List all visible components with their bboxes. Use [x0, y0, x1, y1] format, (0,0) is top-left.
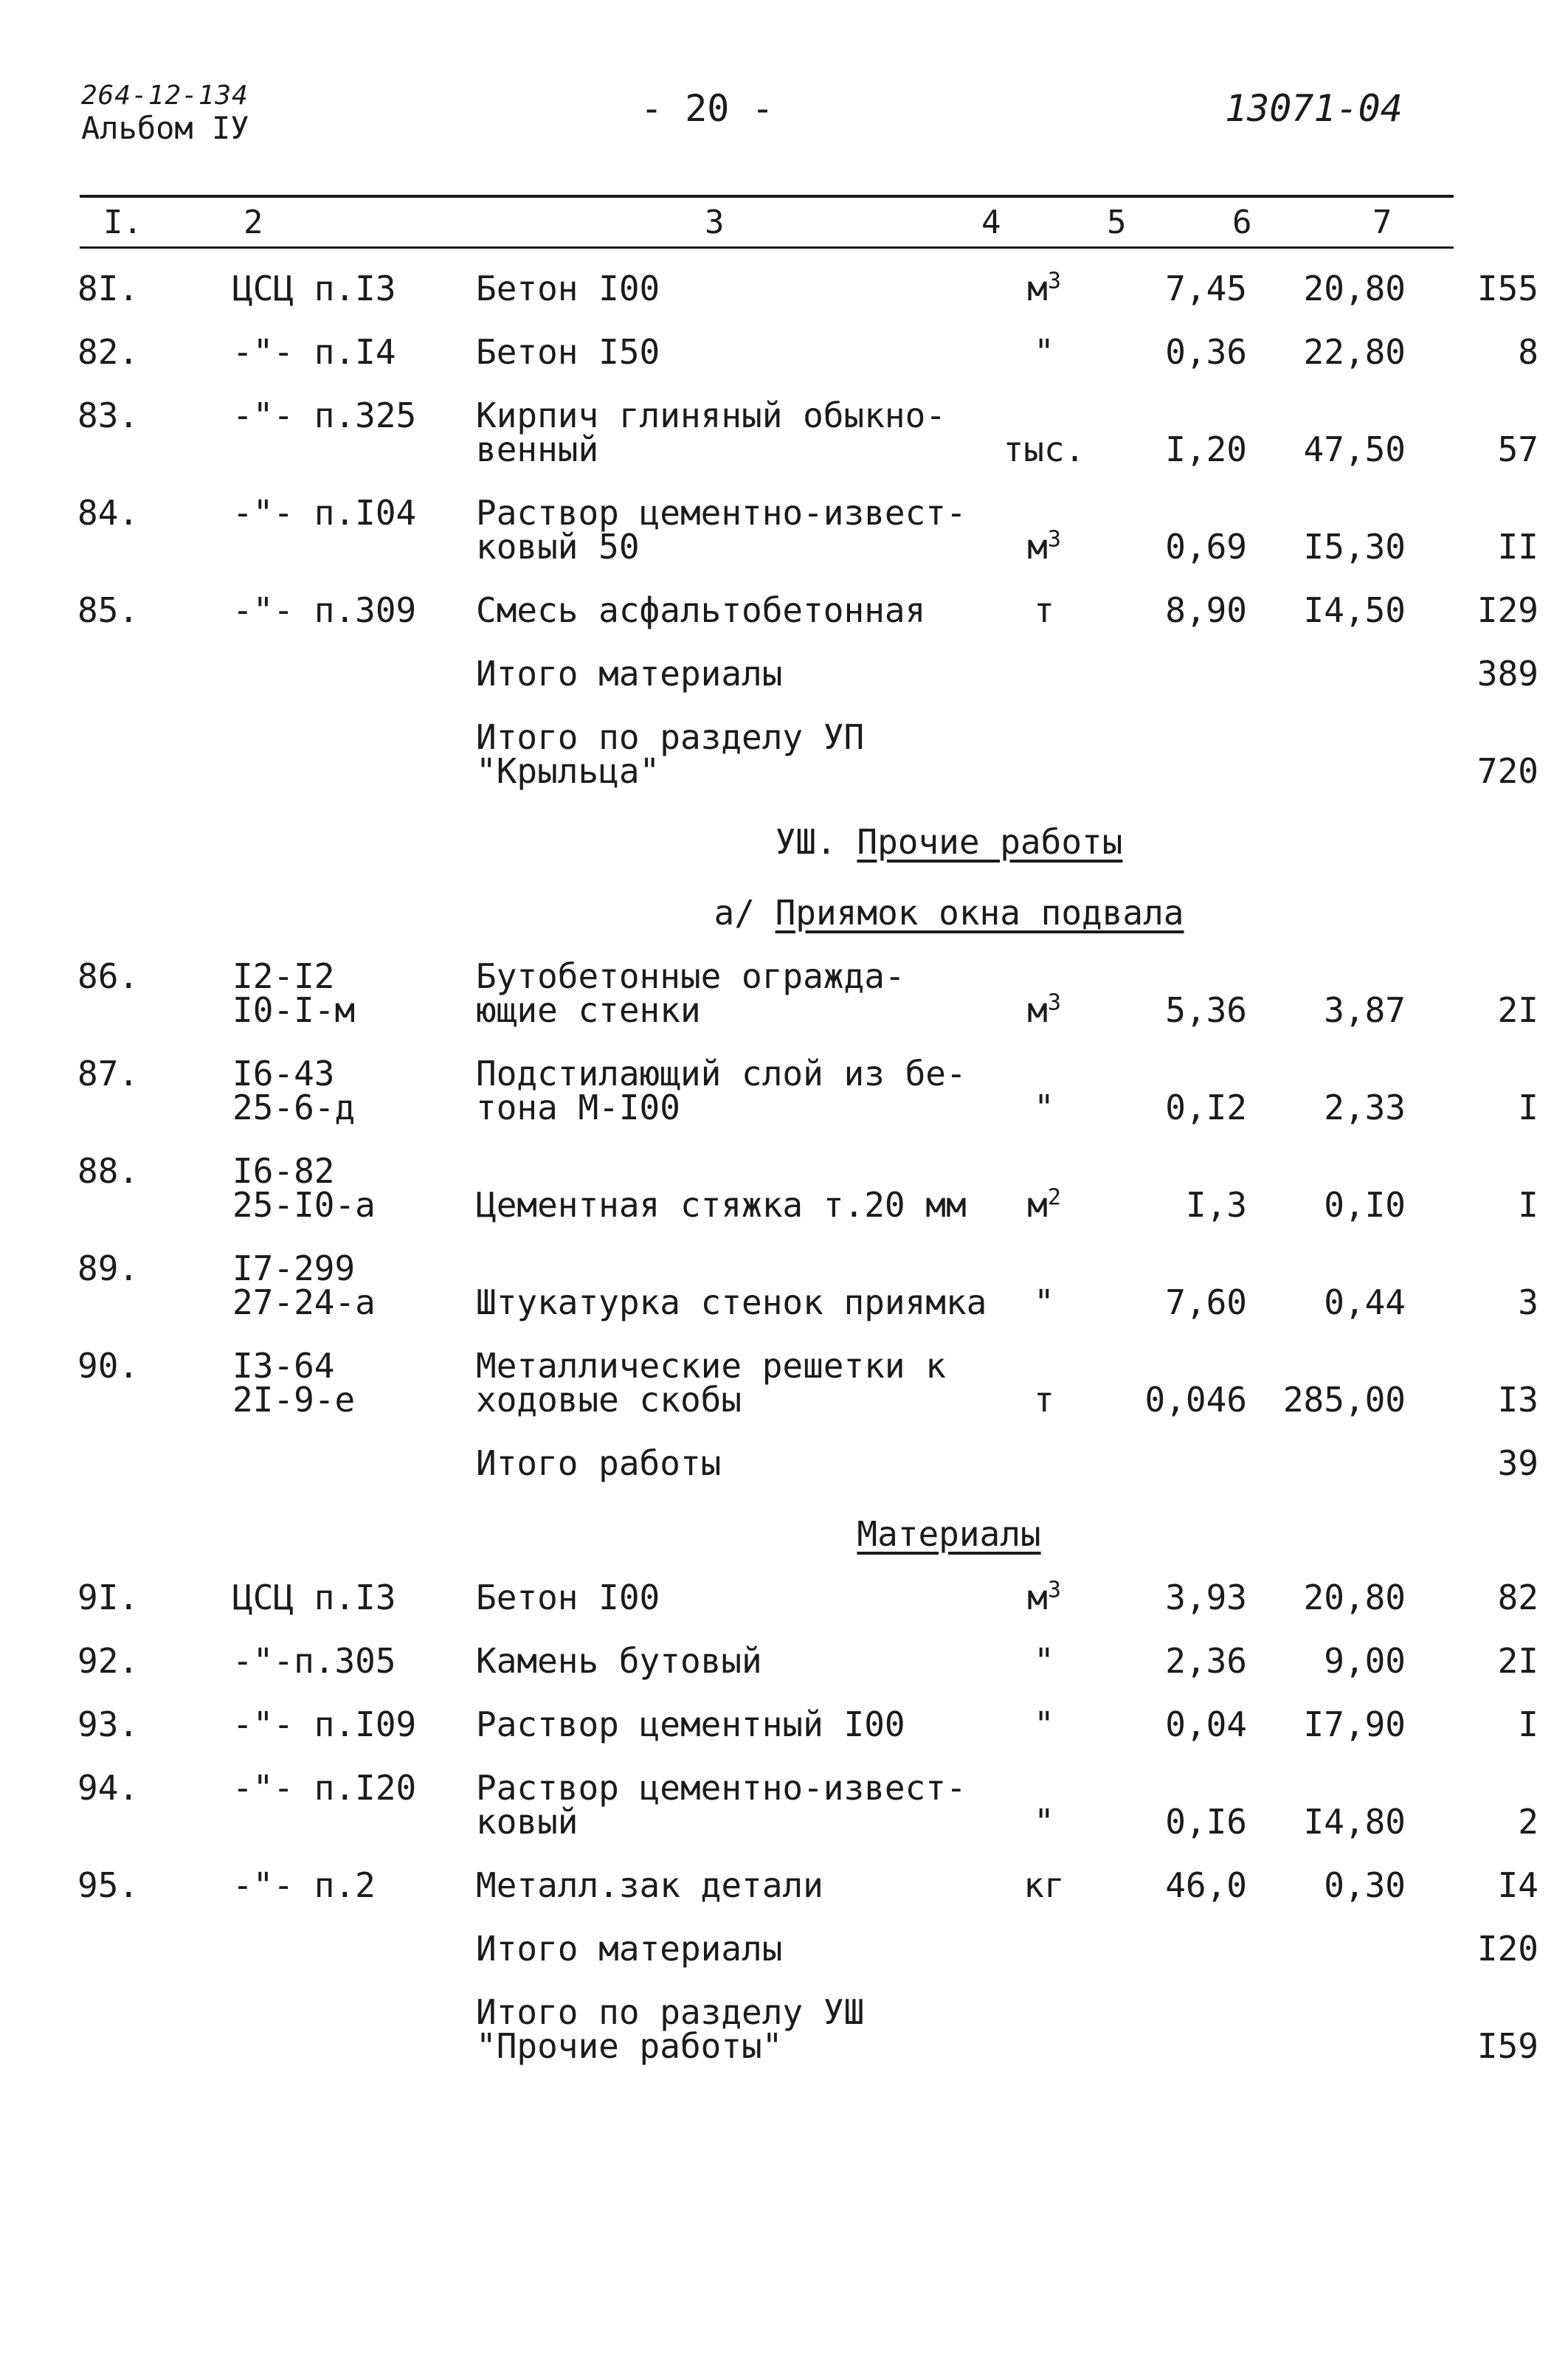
page-number: - 20 - — [640, 87, 774, 130]
price-reference: -"- п.325 — [232, 395, 417, 435]
unit-price: 0,44 — [1324, 1282, 1406, 1322]
price-reference: ЦСЦ п.I3 — [232, 1578, 396, 1617]
spacer — [0, 1980, 232, 2078]
section-title: Прочие работы — [857, 822, 1123, 862]
unit-price: 0,30 — [1324, 1865, 1406, 1905]
work-description: Цементная стяжка т.20 мм — [476, 1185, 967, 1225]
total-cost: 3 — [1518, 1282, 1538, 1322]
spacer — [1547, 1756, 1568, 1853]
total-row — [0, 1917, 1568, 1980]
price-reference: ЦСЦ п.I3 — [232, 269, 396, 308]
quantity: 3,93 — [1165, 1578, 1247, 1617]
table-row — [0, 944, 1568, 1042]
price-reference: -"- п.I4 — [232, 332, 396, 372]
total-cost: I — [1518, 1704, 1538, 1744]
section-title: Приямок окна подвала — [775, 893, 1184, 933]
unit-of-measure: " — [1034, 1088, 1054, 1127]
spacer — [1547, 642, 1568, 705]
total-label: Итого материалы — [476, 1929, 783, 1969]
unit-price: I5,30 — [1303, 527, 1406, 567]
table-row — [0, 257, 1568, 320]
quantity: 5,36 — [1165, 990, 1247, 1030]
row-number: 82. — [77, 332, 139, 372]
work-description: Бетон I00 — [476, 269, 660, 308]
column-number-3: 3 — [705, 204, 725, 241]
spacer — [1547, 1042, 1568, 1139]
unit-price: 20,80 — [1303, 1578, 1406, 1617]
doc-code: 264-12-134 — [81, 80, 249, 111]
section-heading — [0, 1495, 1568, 1566]
total-row — [0, 642, 1568, 705]
column-number-7: 7 — [1372, 204, 1392, 241]
column-numbers-row — [0, 204, 1568, 243]
total-value: I20 — [1477, 1929, 1538, 1969]
price-reference: -"-п.305 — [232, 1641, 396, 1681]
header-rule — [80, 246, 1454, 249]
quantity: 0,I6 — [1165, 1802, 1247, 1842]
album-label: Альбом IУ — [81, 110, 249, 146]
price-reference: I6-82 25-I0-а — [232, 1151, 376, 1225]
row-number: 93. — [77, 1704, 139, 1744]
unit-of-measure: " — [1034, 332, 1054, 372]
column-number-6: 6 — [1232, 204, 1252, 241]
column-number-5: 5 — [1107, 204, 1127, 241]
table-row — [0, 1237, 1568, 1334]
work-description: Подстилающий слой из бе- тона М-I00 — [476, 1054, 967, 1127]
row-number: 9I. — [77, 1578, 139, 1617]
row-number: 87. — [77, 1054, 139, 1093]
top-rule — [80, 195, 1454, 198]
quantity: I,20 — [1165, 429, 1247, 469]
section-heading — [0, 803, 1568, 874]
total-cost: II — [1497, 527, 1538, 567]
unit-price: 3,87 — [1324, 990, 1406, 1030]
unit-price: 20,80 — [1303, 269, 1406, 308]
spacer — [1547, 1139, 1568, 1237]
work-description: Смесь асфальтобетонная — [476, 590, 926, 630]
unit-of-measure: $м^3$ — [1027, 989, 1061, 1030]
spacer — [1547, 1334, 1568, 1431]
spacer — [1547, 1693, 1568, 1756]
column-number-2: 2 — [244, 204, 263, 241]
row-number: 85. — [77, 590, 139, 630]
unit-price: 2,33 — [1324, 1088, 1406, 1127]
total-cost: I — [1518, 1185, 1538, 1225]
spacer — [232, 705, 476, 803]
quantity: 7,45 — [1165, 269, 1247, 308]
unit-price: 22,80 — [1303, 332, 1406, 372]
unit-of-measure: $м^3$ — [1027, 526, 1061, 567]
row-number: 92. — [77, 1641, 139, 1681]
quantity: 0,69 — [1165, 527, 1247, 567]
spacer — [1547, 481, 1568, 578]
spacer — [1547, 257, 1568, 320]
unit-exponent: 3 — [1047, 989, 1061, 1016]
unit-exponent: 3 — [1047, 268, 1061, 294]
price-reference: I7-299 27-24-а — [232, 1248, 376, 1322]
work-description: Бутобетонные огражда- ющие стенки — [476, 956, 905, 1030]
table-row — [0, 1139, 1568, 1237]
total-cost: 82 — [1497, 1578, 1538, 1617]
table-row — [0, 320, 1568, 384]
total-cost: I4 — [1497, 1865, 1538, 1905]
work-description: Камень бутовый — [476, 1641, 762, 1681]
spacer — [1547, 1566, 1568, 1629]
quantity: 0,I2 — [1165, 1088, 1247, 1127]
table-row — [0, 1853, 1568, 1917]
quantity: 46,0 — [1165, 1865, 1247, 1905]
spacer — [1547, 320, 1568, 384]
price-reference: I3-64 2I-9-е — [232, 1346, 356, 1420]
unit-exponent: 2 — [1047, 1184, 1061, 1211]
section-prefix: а/ — [714, 893, 776, 933]
row-number: 90. — [77, 1346, 139, 1386]
section-prefix: УШ. — [775, 822, 857, 862]
table-row — [0, 1042, 1568, 1139]
spacer — [1547, 944, 1568, 1042]
spacer — [1547, 1980, 1568, 2078]
unit-of-measure: $м^2$ — [1027, 1184, 1061, 1225]
total-cost: 2I — [1497, 990, 1538, 1030]
spacer — [1547, 1431, 1568, 1495]
work-description: Металлические решетки к ходовые скобы — [476, 1346, 946, 1420]
spacer — [1547, 1917, 1568, 1980]
unit-price: I7,90 — [1303, 1704, 1406, 1744]
total-cost: I29 — [1477, 590, 1538, 630]
table-row — [0, 1566, 1568, 1629]
work-description: Раствор цементный I00 — [476, 1704, 905, 1744]
unit-exponent: 3 — [1047, 1577, 1061, 1603]
total-cost: I55 — [1477, 269, 1538, 308]
total-value: 39 — [1497, 1443, 1538, 1483]
work-description: Раствор цементно-извест- ковый 50 — [476, 493, 967, 567]
row-number: 83. — [77, 395, 139, 435]
price-reference: I2-I2 I0-I-м — [232, 956, 356, 1030]
spacer — [232, 1431, 476, 1495]
spacer — [232, 1917, 476, 1980]
unit-of-measure: т — [1034, 590, 1054, 630]
row-number: 94. — [77, 1768, 139, 1808]
unit-of-measure: " — [1034, 1641, 1054, 1681]
total-value: I59 — [1477, 2026, 1538, 2066]
total-cost: 8 — [1518, 332, 1538, 372]
spacer — [0, 1917, 232, 1980]
work-description: Металл.зак детали — [476, 1865, 823, 1905]
total-cost: I — [1518, 1088, 1538, 1127]
price-reference: -"- п.I04 — [232, 493, 417, 533]
unit-of-measure: " — [1034, 1802, 1054, 1842]
spacer — [0, 1431, 232, 1495]
work-description: Кирпич глиняный обыкно- венный — [476, 395, 946, 469]
quantity: 7,60 — [1165, 1282, 1247, 1322]
total-cost: I3 — [1497, 1380, 1538, 1420]
table-row — [0, 1629, 1568, 1693]
price-reference: -"- п.309 — [232, 590, 417, 630]
unit-of-measure: т — [1034, 1380, 1054, 1420]
section-heading-row — [0, 803, 1568, 874]
total-label: Итого работы — [476, 1443, 722, 1483]
spacer — [232, 1980, 476, 2078]
spacer — [1547, 578, 1568, 642]
quantity: 2,36 — [1165, 1641, 1247, 1681]
total-label: Итого по разделу УШ "Прочие работы" — [476, 1992, 865, 2066]
unit-price: 47,50 — [1303, 429, 1406, 469]
total-value: 720 — [1477, 751, 1538, 791]
total-row — [0, 1980, 1568, 2078]
unit-exponent: 3 — [1047, 526, 1061, 553]
work-description: Бетон I50 — [476, 332, 660, 372]
table-row — [0, 481, 1568, 578]
row-number: 8I. — [77, 269, 139, 308]
estimate-table — [0, 257, 1568, 2078]
spacer — [0, 642, 232, 705]
table-row — [0, 578, 1568, 642]
column-number-1: I. — [103, 204, 142, 241]
total-row — [0, 1431, 1568, 1495]
spacer — [232, 642, 476, 705]
quantity: 0,046 — [1144, 1380, 1247, 1420]
total-value: 389 — [1477, 654, 1538, 694]
unit-price: I4,80 — [1303, 1802, 1406, 1842]
unit-of-measure: $м^3$ — [1027, 1577, 1061, 1617]
unit-of-measure: тыс. — [1003, 429, 1085, 469]
work-description: Бетон I00 — [476, 1578, 660, 1617]
row-number: 86. — [77, 956, 139, 996]
unit-price: 9,00 — [1324, 1641, 1406, 1681]
table-row — [0, 384, 1568, 481]
section-heading — [0, 874, 1568, 944]
doc-number: 13071-04 — [1225, 87, 1403, 130]
row-number: 89. — [77, 1248, 139, 1288]
price-reference: -"- п.2 — [232, 1865, 376, 1905]
spacer — [1547, 705, 1568, 803]
unit-price: I4,50 — [1303, 590, 1406, 630]
row-number: 95. — [77, 1865, 139, 1905]
total-cost: 2I — [1497, 1641, 1538, 1681]
spacer — [1547, 1853, 1568, 1917]
row-number: 88. — [77, 1151, 139, 1191]
header-left — [81, 80, 249, 145]
price-reference: I6-43 25-6-д — [232, 1054, 356, 1127]
total-cost: 2 — [1518, 1802, 1538, 1842]
unit-of-measure: кг — [1023, 1865, 1065, 1905]
spacer — [1547, 1237, 1568, 1334]
unit-price: 285,00 — [1282, 1380, 1406, 1420]
spacer — [0, 705, 232, 803]
unit-of-measure: $м^3$ — [1027, 268, 1061, 308]
quantity: 8,90 — [1165, 590, 1247, 630]
work-description: Штукатурка стенок приямка — [476, 1282, 987, 1322]
quantity: 0,04 — [1165, 1704, 1247, 1744]
quantity: 0,36 — [1165, 332, 1247, 372]
section-heading-row — [0, 874, 1568, 944]
table-row — [0, 1334, 1568, 1431]
total-label: Итого материалы — [476, 654, 783, 694]
table-row — [0, 1693, 1568, 1756]
spacer — [1547, 384, 1568, 481]
work-description: Раствор цементно-извест- ковый — [476, 1768, 967, 1842]
total-label: Итого по разделу УП "Крыльца" — [476, 717, 865, 791]
total-row — [0, 705, 1568, 803]
spacer — [1547, 1629, 1568, 1693]
unit-price: 0,I0 — [1324, 1185, 1406, 1225]
price-reference: -"- п.I20 — [232, 1768, 417, 1808]
row-number: 84. — [77, 493, 139, 533]
total-cost: 57 — [1497, 429, 1538, 469]
section-title: Материалы — [857, 1514, 1041, 1554]
unit-of-measure: " — [1034, 1704, 1054, 1744]
estimate-rows — [0, 257, 1568, 2078]
column-number-4: 4 — [981, 204, 1001, 241]
price-reference: -"- п.I09 — [232, 1704, 417, 1744]
table-row — [0, 1756, 1568, 1853]
section-heading-row — [0, 1495, 1568, 1566]
unit-of-measure: " — [1034, 1282, 1054, 1322]
quantity: I,3 — [1185, 1185, 1247, 1225]
